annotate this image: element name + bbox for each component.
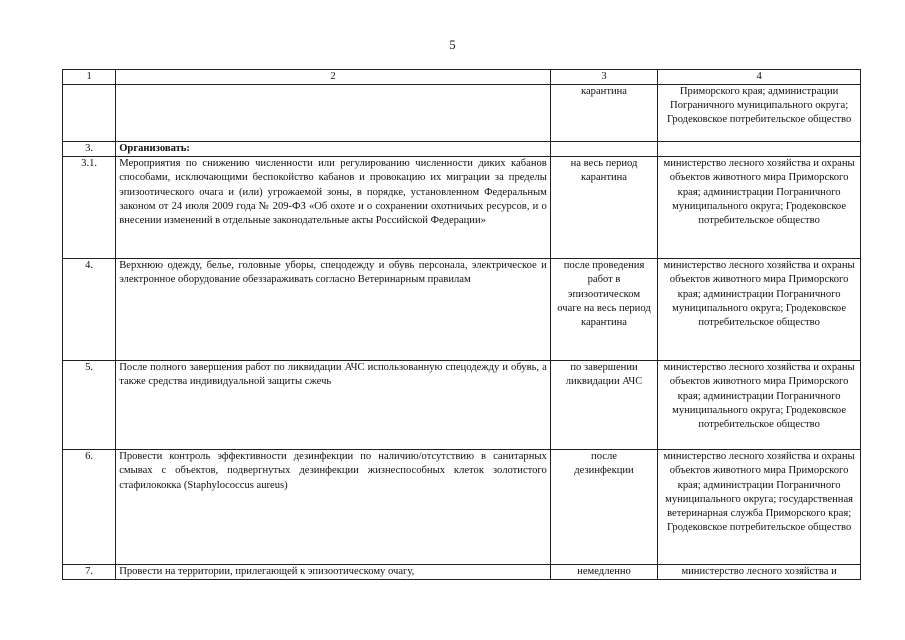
row-action: Провести на территории, прилегающей к эпизоотическому очагу, — [116, 565, 551, 580]
row-action: Провести контроль эффективности дезинфекции по наличию/отсутствию в санитарных смывах с объектов, подвергнутых дезинфекции жизнеспособных клеток золотистого стафилококка (Staphylococcus aureus) — [116, 450, 551, 565]
row-number: 5. — [63, 361, 116, 450]
row-action: После полного завершения работ по ликвидации АЧС использованную спецодежду и обувь, а также средства индивидуальной защиты сжечь — [116, 361, 551, 450]
row-action: Организовать: — [116, 142, 551, 157]
table-row — [63, 259, 861, 361]
row-term: после дезинфекции — [550, 450, 657, 565]
row-responsible: Приморского края; администрации Пограничного муниципального округа; Гродековское потребительское общество — [658, 85, 861, 142]
header-col-2: 2 — [116, 70, 551, 85]
row-responsible: министерство лесного хозяйства и охраны объектов животного мира Приморского края; администрации Пограничного муниципального округа; Гродековское потребительское общество — [658, 259, 861, 361]
row-number: 3. — [63, 142, 116, 157]
row-number — [63, 85, 116, 142]
table-row — [63, 565, 861, 580]
row-term: на весь период карантина — [550, 157, 657, 259]
row-term — [550, 142, 657, 157]
row-number: 7. — [63, 565, 116, 580]
row-responsible — [658, 142, 861, 157]
row-responsible: министерство лесного хозяйства и охраны объектов животного мира Приморского края; администрации Пограничного муниципального округа; Гродековское потребительское общество — [658, 157, 861, 259]
row-responsible: министерство лесного хозяйства и — [658, 565, 861, 580]
table-header-row — [63, 70, 861, 85]
measures-table — [62, 69, 861, 580]
row-number: 4. — [63, 259, 116, 361]
row-action — [116, 85, 551, 142]
row-action: Мероприятия по снижению численности или регулированию численности диких кабанов способами, исключающими беспокойство кабанов и провокацию их миграции за пределы эпизоотического очага и (или) угрожаемой зоны, в порядке, установленном Федеральным законом от 24 июля 2009 года № 209-ФЗ «Об охоте и о сохранении охотничьих ресурсов, и о внесении изменений в отдельные законодательные акты Российской Федерации» — [116, 157, 551, 259]
header-col-1: 1 — [63, 70, 116, 85]
row-responsible: министерство лесного хозяйства и охраны объектов животного мира Приморского края; администрации Пограничного муниципального округа; Гродековское потребительское общество — [658, 361, 861, 450]
row-number: 6. — [63, 450, 116, 565]
row-action: Верхнюю одежду, белье, головные уборы, спецодежду и обувь персонала, электрическое и электронное оборудование обеззараживать согласно Ветеринарным правилам — [116, 259, 551, 361]
table-row — [63, 361, 861, 450]
table-row — [63, 157, 861, 259]
table-row — [63, 85, 861, 142]
row-number: 3.1. — [63, 157, 116, 259]
table-row — [63, 142, 861, 157]
row-term: карантина — [550, 85, 657, 142]
row-term: после проведения работ в эпизоотическом очаге на весь период карантина — [550, 259, 657, 361]
row-term: по завершении ликвидации АЧС — [550, 361, 657, 450]
header-col-3: 3 — [550, 70, 657, 85]
table-row — [63, 450, 861, 565]
row-responsible: министерство лесного хозяйства и охраны объектов животного мира Приморского края; администрации Пограничного муниципального округа; государственная ветеринарная служба Приморского края; Гродековское потребительское общество — [658, 450, 861, 565]
page-number: 5 — [449, 38, 456, 52]
header-col-4: 4 — [658, 70, 861, 85]
row-term: немедленно — [550, 565, 657, 580]
